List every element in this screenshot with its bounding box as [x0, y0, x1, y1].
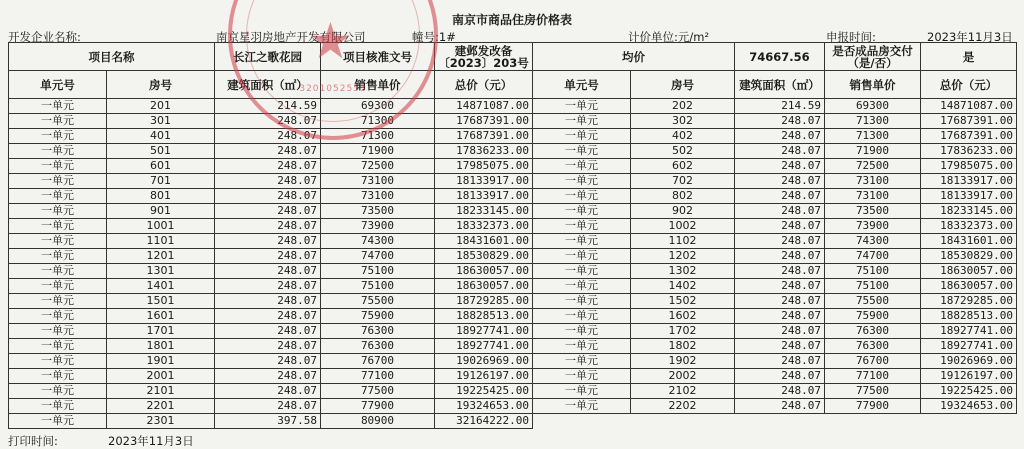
right-area-cell	[735, 414, 825, 429]
left-unit-cell: 一单元	[9, 279, 107, 294]
right-room-cell: 602	[631, 159, 735, 174]
left-room-cell: 1801	[107, 339, 215, 354]
right-unit-cell: 一单元	[533, 114, 631, 129]
right-price-cell: 72500	[825, 159, 921, 174]
table-row	[9, 339, 1017, 354]
left-unit-cell: 一单元	[9, 264, 107, 279]
right-unit-cell: 一单元	[533, 264, 631, 279]
right-total-cell: 18332373.00	[921, 219, 1017, 234]
left-price-cell: 75500	[321, 294, 435, 309]
right-unit-cell: 一单元	[533, 159, 631, 174]
right-room-cell: 702	[631, 174, 735, 189]
right-area-cell: 248.07	[735, 324, 825, 339]
right-unit-cell: 一单元	[533, 279, 631, 294]
left-unit-cell: 一单元	[9, 309, 107, 324]
right-total-cell: 18530829.00	[921, 249, 1017, 264]
right-total-cell: 19225425.00	[921, 384, 1017, 399]
column-header-row	[9, 71, 1017, 99]
right-price-cell	[825, 414, 921, 429]
table-row	[9, 219, 1017, 234]
print-date: 2023年11月3日	[108, 434, 194, 448]
right-room-cell: 2102	[631, 384, 735, 399]
right-price-cell: 75500	[825, 294, 921, 309]
col-area-right: 建筑面积（㎡）	[735, 71, 825, 99]
right-unit-cell: 一单元	[533, 174, 631, 189]
table-row	[9, 99, 1017, 114]
left-price-cell: 74300	[321, 234, 435, 249]
right-price-cell: 76300	[825, 324, 921, 339]
right-room-cell: 1802	[631, 339, 735, 354]
left-area-cell: 248.07	[215, 309, 321, 324]
left-room-cell: 1001	[107, 219, 215, 234]
right-unit-cell: 一单元	[533, 384, 631, 399]
right-room-cell: 1902	[631, 354, 735, 369]
left-area-cell: 214.59	[215, 99, 321, 114]
left-price-cell: 76300	[321, 324, 435, 339]
left-total-cell: 18332373.00	[435, 219, 533, 234]
left-total-cell: 18233145.00	[435, 204, 533, 219]
left-price-cell: 73500	[321, 204, 435, 219]
left-unit-cell: 一单元	[9, 339, 107, 354]
right-room-cell: 1502	[631, 294, 735, 309]
building-number: 幢号:1#	[412, 30, 456, 44]
table-row	[9, 159, 1017, 174]
right-total-cell: 18927741.00	[921, 339, 1017, 354]
table-row	[9, 189, 1017, 204]
left-total-cell: 18630057.00	[435, 264, 533, 279]
right-unit-cell: 一单元	[533, 339, 631, 354]
right-area-cell: 248.07	[735, 174, 825, 189]
left-room-cell: 301	[107, 114, 215, 129]
approval-label: 项目核准文号	[321, 43, 435, 71]
table-row	[9, 294, 1017, 309]
right-area-cell: 214.59	[735, 99, 825, 114]
right-area-cell: 248.07	[735, 339, 825, 354]
right-room-cell: 1302	[631, 264, 735, 279]
col-unit: 单元号	[9, 71, 107, 99]
left-area-cell: 248.07	[215, 294, 321, 309]
table-row	[9, 129, 1017, 144]
left-unit-cell: 一单元	[9, 354, 107, 369]
right-area-cell: 248.07	[735, 114, 825, 129]
right-total-cell: 18133917.00	[921, 189, 1017, 204]
left-price-cell: 71900	[321, 144, 435, 159]
left-price-cell: 71300	[321, 114, 435, 129]
right-area-cell: 248.07	[735, 129, 825, 144]
right-area-cell: 248.07	[735, 279, 825, 294]
left-price-cell: 74700	[321, 249, 435, 264]
right-price-cell: 77500	[825, 384, 921, 399]
table-row	[9, 324, 1017, 339]
left-price-cell: 73100	[321, 189, 435, 204]
right-unit-cell: 一单元	[533, 294, 631, 309]
table-row	[9, 249, 1017, 264]
right-area-cell: 248.07	[735, 189, 825, 204]
left-room-cell: 2001	[107, 369, 215, 384]
left-room-cell: 201	[107, 99, 215, 114]
left-room-cell: 401	[107, 129, 215, 144]
print-time-label: 打印时间:	[8, 434, 58, 448]
left-total-cell: 17687391.00	[435, 114, 533, 129]
left-room-cell: 601	[107, 159, 215, 174]
left-room-cell: 1301	[107, 264, 215, 279]
right-area-cell: 248.07	[735, 219, 825, 234]
right-area-cell: 248.07	[735, 384, 825, 399]
developer-label: 开发企业名称:	[8, 30, 81, 44]
right-price-cell: 73900	[825, 219, 921, 234]
left-area-cell: 397.58	[215, 414, 321, 429]
left-total-cell: 19026969.00	[435, 354, 533, 369]
right-total-cell: 18729285.00	[921, 294, 1017, 309]
left-total-cell: 19324653.00	[435, 399, 533, 414]
col-price: 销售单价	[321, 71, 435, 99]
left-room-cell: 1601	[107, 309, 215, 324]
finished-delivery-label: 是否成品房交付（是/否）	[825, 43, 921, 71]
right-area-cell: 248.07	[735, 249, 825, 264]
right-total-cell: 17836233.00	[921, 144, 1017, 159]
right-room-cell: 202	[631, 99, 735, 114]
left-price-cell: 76300	[321, 339, 435, 354]
left-total-cell: 17836233.00	[435, 144, 533, 159]
right-price-cell: 71900	[825, 144, 921, 159]
left-total-cell: 19126197.00	[435, 369, 533, 384]
project-name: 长江之歌花园	[215, 43, 321, 71]
right-total-cell	[921, 414, 1017, 429]
right-price-cell: 75100	[825, 279, 921, 294]
right-room-cell: 1102	[631, 234, 735, 249]
right-price-cell: 73500	[825, 204, 921, 219]
left-area-cell: 248.07	[215, 339, 321, 354]
right-room-cell: 2202	[631, 399, 735, 414]
right-room-cell: 1402	[631, 279, 735, 294]
table-row	[9, 354, 1017, 369]
left-total-cell: 18927741.00	[435, 339, 533, 354]
col-price-right: 销售单价	[825, 71, 921, 99]
left-room-cell: 1701	[107, 324, 215, 339]
right-room-cell: 1002	[631, 219, 735, 234]
left-price-cell: 76700	[321, 354, 435, 369]
left-unit-cell: 一单元	[9, 414, 107, 429]
right-price-cell: 74300	[825, 234, 921, 249]
right-room-cell: 402	[631, 129, 735, 144]
left-unit-cell: 一单元	[9, 399, 107, 414]
left-price-cell: 75100	[321, 279, 435, 294]
left-area-cell: 248.07	[215, 204, 321, 219]
table-row	[9, 174, 1017, 189]
right-unit-cell: 一单元	[533, 189, 631, 204]
left-area-cell: 248.07	[215, 129, 321, 144]
col-total: 总价（元）	[435, 71, 533, 99]
right-area-cell: 248.07	[735, 144, 825, 159]
right-total-cell: 17687391.00	[921, 129, 1017, 144]
right-total-cell: 18133917.00	[921, 174, 1017, 189]
left-total-cell: 18729285.00	[435, 294, 533, 309]
left-area-cell: 248.07	[215, 144, 321, 159]
left-unit-cell: 一单元	[9, 234, 107, 249]
left-price-cell: 73100	[321, 174, 435, 189]
left-price-cell: 80900	[321, 414, 435, 429]
right-area-cell: 248.07	[735, 369, 825, 384]
col-unit-right: 单元号	[533, 71, 631, 99]
right-total-cell: 19126197.00	[921, 369, 1017, 384]
right-unit-cell: 一单元	[533, 219, 631, 234]
right-room-cell: 1702	[631, 324, 735, 339]
table-row	[9, 114, 1017, 129]
left-unit-cell: 一单元	[9, 324, 107, 339]
table-row	[9, 264, 1017, 279]
col-area: 建筑面积（㎡）	[215, 71, 321, 99]
average-price-label: 均价	[533, 43, 735, 71]
right-unit-cell: 一单元	[533, 144, 631, 159]
right-price-cell: 77900	[825, 399, 921, 414]
right-total-cell: 18927741.00	[921, 324, 1017, 339]
left-price-cell: 75900	[321, 309, 435, 324]
right-area-cell: 248.07	[735, 234, 825, 249]
col-room: 房号	[107, 71, 215, 99]
col-total-right: 总价（元）	[921, 71, 1017, 99]
left-price-cell: 75100	[321, 264, 435, 279]
left-unit-cell: 一单元	[9, 189, 107, 204]
right-price-cell: 73100	[825, 189, 921, 204]
left-unit-cell: 一单元	[9, 249, 107, 264]
left-total-cell: 18927741.00	[435, 324, 533, 339]
left-room-cell: 1201	[107, 249, 215, 264]
left-total-cell: 18431601.00	[435, 234, 533, 249]
right-price-cell: 75100	[825, 264, 921, 279]
left-area-cell: 248.07	[215, 174, 321, 189]
table-row	[9, 399, 1017, 414]
left-area-cell: 248.07	[215, 159, 321, 174]
right-unit-cell: 一单元	[533, 369, 631, 384]
right-area-cell: 248.07	[735, 309, 825, 324]
right-area-cell: 248.07	[735, 354, 825, 369]
table-row	[9, 144, 1017, 159]
left-price-cell: 77500	[321, 384, 435, 399]
page-title: 南京市商品住房价格表	[451, 13, 572, 27]
right-price-cell: 71300	[825, 129, 921, 144]
table-row	[9, 234, 1017, 249]
left-area-cell: 248.07	[215, 189, 321, 204]
right-price-cell: 77100	[825, 369, 921, 384]
right-area-cell: 248.07	[735, 264, 825, 279]
left-unit-cell: 一单元	[9, 294, 107, 309]
left-room-cell: 1101	[107, 234, 215, 249]
left-total-cell: 19225425.00	[435, 384, 533, 399]
left-area-cell: 248.07	[215, 234, 321, 249]
left-area-cell: 248.07	[215, 279, 321, 294]
project-name-label: 项目名称	[9, 43, 215, 71]
right-price-cell: 69300	[825, 99, 921, 114]
left-room-cell: 1401	[107, 279, 215, 294]
left-room-cell: 701	[107, 174, 215, 189]
left-unit-cell: 一单元	[9, 99, 107, 114]
developer-name: 南京星羽房地产开发有限公司	[216, 30, 366, 44]
left-unit-cell: 一单元	[9, 144, 107, 159]
left-room-cell: 1501	[107, 294, 215, 309]
left-total-cell: 18133917.00	[435, 189, 533, 204]
price-table	[8, 42, 1017, 429]
right-room-cell: 502	[631, 144, 735, 159]
left-total-cell: 17687391.00	[435, 129, 533, 144]
left-area-cell: 248.07	[215, 384, 321, 399]
right-total-cell: 19324653.00	[921, 399, 1017, 414]
left-unit-cell: 一单元	[9, 384, 107, 399]
table-row	[9, 414, 1017, 429]
table-row	[9, 309, 1017, 324]
table-row	[9, 369, 1017, 384]
right-room-cell: 1602	[631, 309, 735, 324]
finished-delivery-value: 是	[921, 43, 1017, 71]
right-unit-cell: 一单元	[533, 249, 631, 264]
right-unit-cell: 一单元	[533, 399, 631, 414]
right-room-cell: 302	[631, 114, 735, 129]
right-area-cell: 248.07	[735, 159, 825, 174]
left-area-cell: 248.07	[215, 249, 321, 264]
left-room-cell: 2101	[107, 384, 215, 399]
right-unit-cell: 一单元	[533, 309, 631, 324]
left-unit-cell: 一单元	[9, 159, 107, 174]
left-room-cell: 801	[107, 189, 215, 204]
left-price-cell: 77100	[321, 369, 435, 384]
left-unit-cell: 一单元	[9, 204, 107, 219]
left-total-cell: 17985075.00	[435, 159, 533, 174]
right-total-cell: 17985075.00	[921, 159, 1017, 174]
left-unit-cell: 一单元	[9, 219, 107, 234]
average-price-value: 74667.56	[735, 43, 825, 71]
left-room-cell: 901	[107, 204, 215, 219]
right-price-cell: 75900	[825, 309, 921, 324]
right-unit-cell: 一单元	[533, 204, 631, 219]
right-area-cell: 248.07	[735, 399, 825, 414]
left-room-cell: 1901	[107, 354, 215, 369]
right-room-cell	[631, 414, 735, 429]
right-unit-cell: 一单元	[533, 234, 631, 249]
left-total-cell: 14871087.00	[435, 99, 533, 114]
left-unit-cell: 一单元	[9, 369, 107, 384]
right-unit-cell: 一单元	[533, 129, 631, 144]
right-total-cell: 17687391.00	[921, 114, 1017, 129]
right-unit-cell: 一单元	[533, 324, 631, 339]
right-area-cell: 248.07	[735, 294, 825, 309]
right-room-cell: 2002	[631, 369, 735, 384]
right-total-cell: 18630057.00	[921, 264, 1017, 279]
right-area-cell: 248.07	[735, 204, 825, 219]
right-unit-cell: 一单元	[533, 99, 631, 114]
right-price-cell: 76300	[825, 339, 921, 354]
left-area-cell: 248.07	[215, 219, 321, 234]
left-total-cell: 18630057.00	[435, 279, 533, 294]
left-price-cell: 69300	[321, 99, 435, 114]
left-price-cell: 77900	[321, 399, 435, 414]
left-area-cell: 248.07	[215, 399, 321, 414]
right-room-cell: 902	[631, 204, 735, 219]
left-total-cell: 18133917.00	[435, 174, 533, 189]
print-time	[8, 433, 194, 449]
right-price-cell: 73100	[825, 174, 921, 189]
left-total-cell: 32164222.00	[435, 414, 533, 429]
price-unit: 计价单位:元/m²	[628, 30, 710, 44]
seal-text: 3201052553	[299, 84, 367, 94]
left-total-cell: 18530829.00	[435, 249, 533, 264]
right-total-cell: 18431601.00	[921, 234, 1017, 249]
right-price-cell: 74700	[825, 249, 921, 264]
right-total-cell: 18233145.00	[921, 204, 1017, 219]
table-row	[9, 204, 1017, 219]
left-area-cell: 248.07	[215, 114, 321, 129]
left-room-cell: 2201	[107, 399, 215, 414]
left-unit-cell: 一单元	[9, 174, 107, 189]
left-total-cell: 18828513.00	[435, 309, 533, 324]
project-header-row	[9, 43, 1017, 71]
right-unit-cell: 一单元	[533, 354, 631, 369]
star-icon: ★	[308, 12, 353, 70]
right-price-cell: 76700	[825, 354, 921, 369]
left-unit-cell: 一单元	[9, 114, 107, 129]
left-price-cell: 72500	[321, 159, 435, 174]
table-row	[9, 384, 1017, 399]
right-total-cell: 19026969.00	[921, 354, 1017, 369]
report-date: 2023年11月3日	[927, 30, 1013, 44]
left-unit-cell: 一单元	[9, 129, 107, 144]
left-price-cell: 73900	[321, 219, 435, 234]
col-room-right: 房号	[631, 71, 735, 99]
left-room-cell: 2301	[107, 414, 215, 429]
left-area-cell: 248.07	[215, 264, 321, 279]
approval-number: 建邺发改备〔2023〕203号	[435, 43, 533, 71]
left-price-cell: 71300	[321, 129, 435, 144]
report-time-label: 申报时间:	[826, 30, 876, 44]
right-price-cell: 71300	[825, 114, 921, 129]
right-total-cell: 14871087.00	[921, 99, 1017, 114]
right-room-cell: 1202	[631, 249, 735, 264]
right-total-cell: 18828513.00	[921, 309, 1017, 324]
left-area-cell: 248.07	[215, 354, 321, 369]
right-room-cell: 802	[631, 189, 735, 204]
right-unit-cell	[533, 414, 631, 429]
table-row	[9, 279, 1017, 294]
left-room-cell: 501	[107, 144, 215, 159]
right-total-cell: 18630057.00	[921, 279, 1017, 294]
left-area-cell: 248.07	[215, 324, 321, 339]
left-area-cell: 248.07	[215, 369, 321, 384]
